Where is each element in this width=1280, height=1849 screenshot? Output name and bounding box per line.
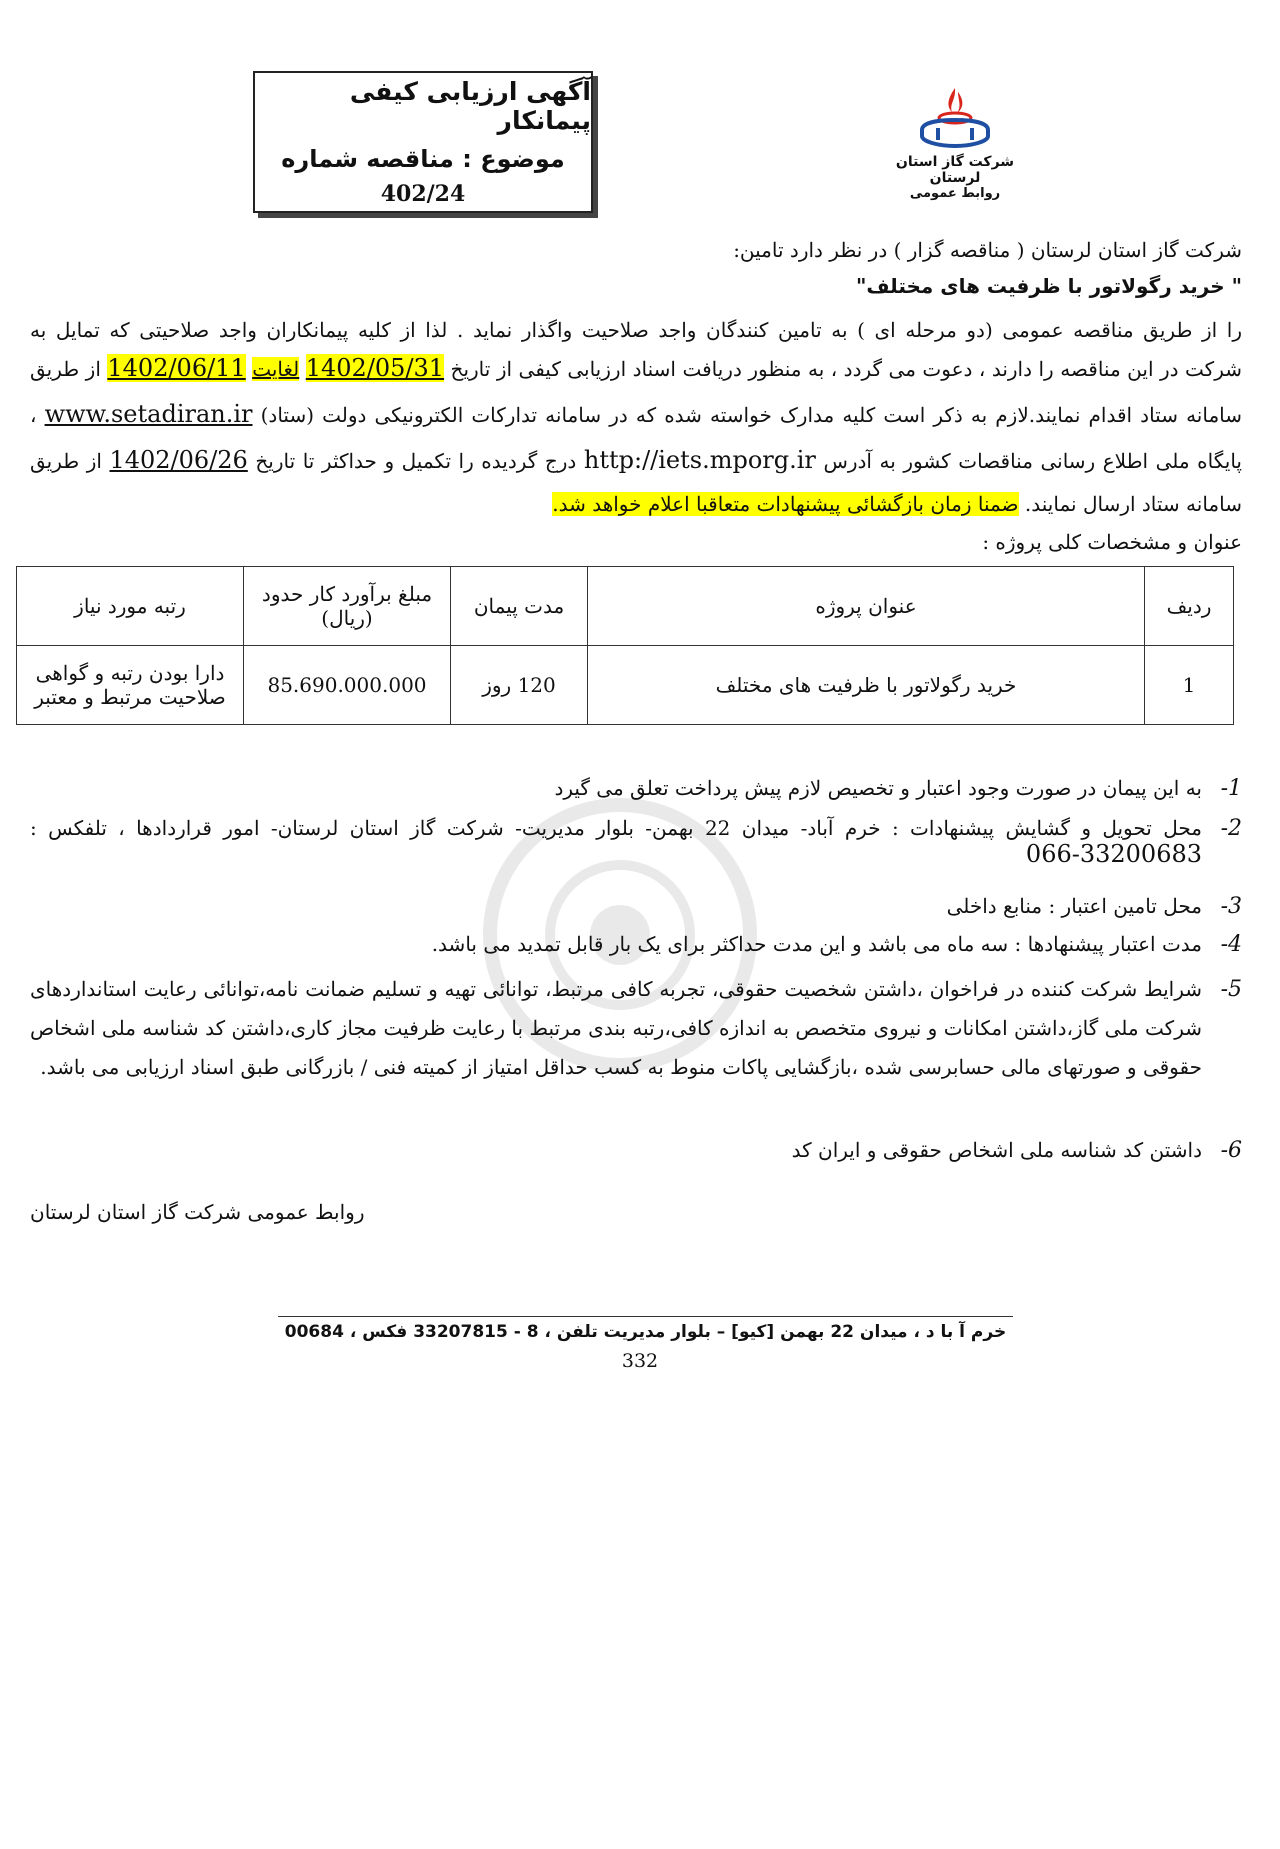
item-number: 4- bbox=[1220, 932, 1242, 957]
opening-note-highlight: ضمنا زمان بازگشائی پیشنهادات متعاقبا اعلام خواهد شد. bbox=[552, 492, 1019, 516]
cell-duration: 120 روز bbox=[451, 646, 588, 725]
paragraph-line-1: را از طریق مناقصه عمومی (دو مرحله ای ) به تامین کنندگان واجد صلاحیت واگذار نماید . لذا از کلیه پیمانکاران واجد صلاحیتی که تمایل به bbox=[30, 318, 1242, 342]
p2-text-a: شرکت در این مناقصه را دارند ، دعوت می گردد ، به منظور دریافت اسناد ارزیابی کیفی از تاریخ bbox=[450, 357, 1242, 381]
list-item bbox=[30, 776, 1242, 816]
iets-link[interactable]: http://iets.mporg.ir bbox=[583, 446, 816, 474]
header-amount: مبلغ برآورد کار حدود (ریال) bbox=[244, 567, 451, 646]
date-to: 1402/06/11 bbox=[107, 354, 246, 382]
paragraph-line-3: سامانه ستاد اقدام نمایند.لازم به ذکر است کلیه مدارک خواسته شده که در سامانه تدارکات الکترونیکی دولت (ستاد) www.setadiran.ir ، bbox=[30, 400, 1243, 428]
title-box bbox=[253, 71, 593, 213]
footer-divider bbox=[278, 1316, 1013, 1317]
header-project-title: عنوان پروژه bbox=[588, 567, 1145, 646]
fax-number: 066-33200683 bbox=[1025, 840, 1202, 868]
item-number: 2- bbox=[1220, 816, 1242, 841]
intro-line: شرکت گاز استان لرستان ( مناقصه گزار ) در نظر دارد تامین: bbox=[733, 238, 1242, 262]
company-logo bbox=[870, 82, 1040, 202]
item-text: شرایط شرکت کننده در فراخوان ،داشتن شخصیت حقوقی، تجربه کافی مرتبط، توانائی تهیه و تسلیم ضمانت نامه،توانائی رعایت استانداردهای شرکت ملی گاز،داشتن امکانات و نیروی متخصص به اندازه کافی،رتبه بندی مرتبط با رعایت ظرفیت مجاز کاری،داشتن کد شناسه ملی اشخاص حقوقی و صورتهای مالی حسابرسی شده ،بازگشایی پاکات منوط به کسب حداقل امتیاز از کمیته فنی / بازرگانی طبق اسناد ارزیابی می باشد. bbox=[30, 977, 1202, 1079]
item-text: به این پیمان در صورت وجود اعتبار و تخصیص لازم پیش پرداخت تعلق می گیرد bbox=[554, 776, 1202, 800]
item-text: داشتن کد شناسه ملی اشخاص حقوقی و ایران کد bbox=[791, 1138, 1202, 1162]
table-caption: عنوان و مشخصات کلی پروژه : bbox=[982, 530, 1242, 554]
cell-grade: دارا بودن رتبه و گواهی صلاحیت مرتبط و معتبر bbox=[17, 646, 244, 725]
list-item bbox=[30, 1138, 1242, 1178]
conditions-list bbox=[30, 776, 1242, 1178]
list-item bbox=[30, 932, 1242, 970]
subject-line: " خرید رگولاتور با ظرفیت های مختلف" bbox=[855, 274, 1242, 298]
notice-subject-label: موضوع : مناقصه شماره bbox=[281, 145, 565, 173]
logo-department: روابط عمومی bbox=[909, 186, 1001, 201]
list-item bbox=[30, 816, 1242, 894]
p4-text-b: درج گردیده را تکمیل و حداکثر تا تاریخ bbox=[255, 449, 577, 473]
p3-text-a: سامانه ستاد اقدام نمایند.لازم به ذکر است کلیه مدارک خواسته شده که در سامانه تدارکات الکترونیکی دولت (ستاد) bbox=[260, 403, 1243, 427]
page-number: 332 bbox=[621, 1350, 659, 1372]
deadline-date: 1402/06/26 bbox=[109, 446, 248, 474]
tender-number: 402/24 bbox=[380, 181, 466, 207]
table-row bbox=[17, 646, 1234, 725]
item-number: 3- bbox=[1220, 894, 1242, 919]
item-number: 6- bbox=[1220, 1138, 1242, 1163]
paragraph-line-5 bbox=[552, 492, 1242, 516]
header-index: ردیف bbox=[1145, 567, 1234, 646]
header-grade: رتبه مورد نیاز bbox=[17, 567, 244, 646]
header-duration: مدت پیمان bbox=[451, 567, 588, 646]
signature: روابط عمومی شرکت گاز استان لرستان bbox=[30, 1200, 365, 1224]
cell-index: 1 bbox=[1145, 646, 1234, 725]
gas-flame-logo-icon bbox=[900, 82, 1010, 152]
p2-text-b: لغایت bbox=[252, 357, 300, 381]
notice-title: آگهی ارزیابی کیفی پیمانکار bbox=[349, 77, 591, 135]
p4-text-a: پایگاه ملی اطلاع رسانی مناقصات کشور به آدرس bbox=[823, 449, 1243, 473]
project-table bbox=[16, 566, 1234, 725]
item-text: محل تحویل و گشایش پیشنهادات : خرم آباد- میدان 22 بهمن- بلوار مدیریت- شرکت گاز استان لرستان- امور قراردادها ، تلفکس : bbox=[30, 816, 1202, 840]
p4-text-c: از طریق bbox=[30, 449, 102, 473]
p5-text-a: سامانه ستاد ارسال نمایند. bbox=[1024, 492, 1242, 516]
item-number: 5- bbox=[1220, 977, 1242, 1002]
table-header-row bbox=[17, 567, 1234, 646]
cell-project-title: خرید رگولاتور با ظرفیت های مختلف bbox=[588, 646, 1145, 725]
item-text: محل تامین اعتبار : منابع داخلی bbox=[946, 894, 1202, 918]
footer-address: خرم آ با د ، میدان 22 بهمن [کیو] – بلوار مدیریت تلفن ، 8 - 33207815 فکس ، 00684 bbox=[284, 1322, 1007, 1342]
paragraph-line-4 bbox=[30, 446, 1242, 474]
date-from: 1402/05/31 bbox=[305, 354, 445, 382]
logo-company-name: شرکت گاز استان لرستان bbox=[895, 154, 1015, 186]
p2-text-c: از طریق bbox=[30, 357, 101, 381]
list-item bbox=[30, 970, 1242, 1138]
cell-amount: 85.690.000.000 bbox=[244, 646, 451, 725]
list-item bbox=[30, 894, 1242, 932]
item-text: مدت اعتبار پیشنهادها : سه ماه می باشد و این مدت حداکثر برای یک بار قابل تمدید می باشد. bbox=[431, 932, 1202, 956]
setadiran-link[interactable]: www.setadiran.ir bbox=[44, 400, 253, 428]
item-number: 1- bbox=[1220, 776, 1242, 801]
paragraph-line-2 bbox=[30, 354, 1242, 382]
